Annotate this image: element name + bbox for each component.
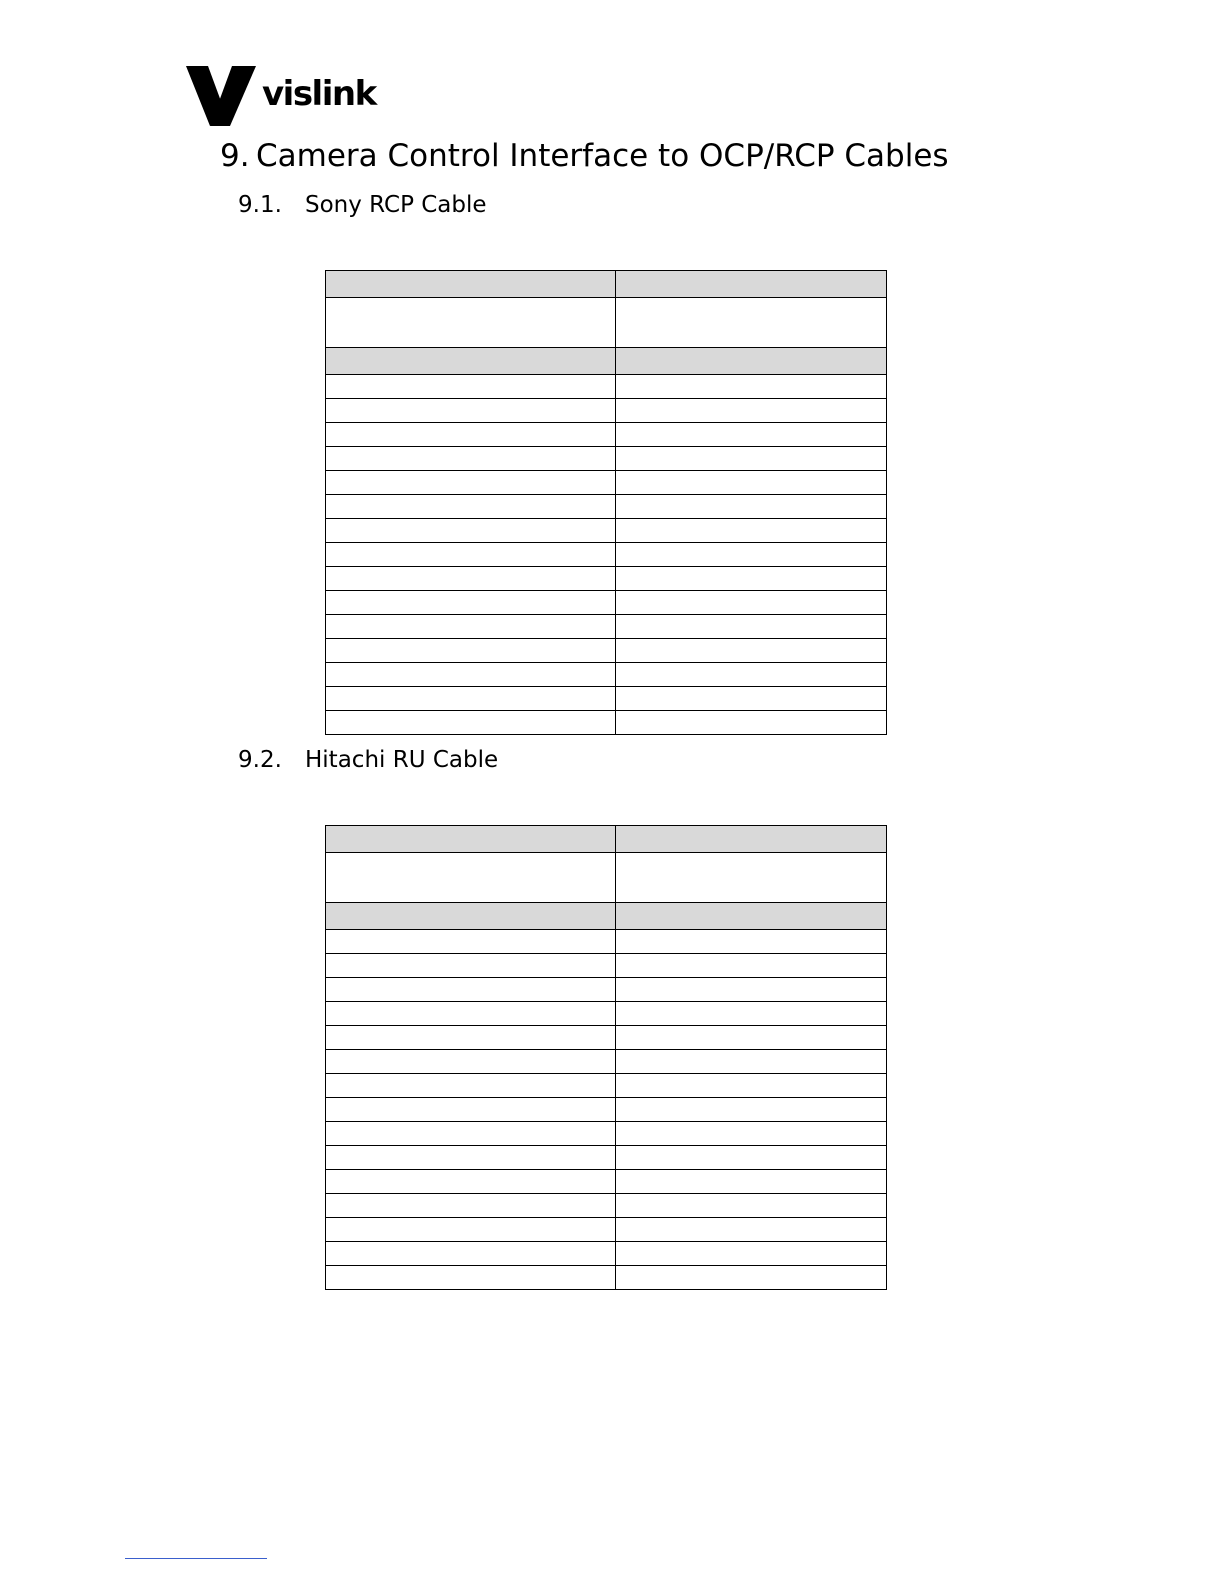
table-row [326, 519, 887, 543]
table-cell [326, 471, 616, 495]
table-cell [326, 903, 616, 930]
table-header-row [326, 271, 887, 298]
table-cell [616, 591, 887, 615]
subsection-title: Hitachi RU Cable [305, 747, 499, 773]
sony-rcp-pinout-table [325, 270, 887, 735]
table-cell [326, 711, 616, 735]
table-row [326, 1170, 887, 1194]
table-cell [616, 1170, 887, 1194]
table-row [326, 1050, 887, 1074]
table-cell [326, 1218, 616, 1242]
logo-wordmark: vislink [262, 74, 376, 114]
table-cell [326, 447, 616, 471]
table-cell [326, 543, 616, 567]
table-cell [616, 711, 887, 735]
table-cell [616, 930, 887, 954]
table-cell [326, 271, 616, 298]
table-cell [616, 375, 887, 399]
table-cell [326, 567, 616, 591]
table-cell [326, 853, 616, 903]
table-cell [326, 615, 616, 639]
table-cell [616, 1098, 887, 1122]
section-title: Camera Control Interface to OCP/RCP Cables [256, 138, 949, 174]
table-cell [616, 1194, 887, 1218]
table-cell [616, 298, 887, 348]
hitachi-ru-pinout-table [325, 825, 887, 1290]
table-row [326, 447, 887, 471]
table-cell [326, 375, 616, 399]
table-cell [326, 639, 616, 663]
table-cell [616, 853, 887, 903]
table-cell [326, 1122, 616, 1146]
table-row [326, 543, 887, 567]
table-row [326, 639, 887, 663]
table-row [326, 423, 887, 447]
table-cell [326, 1050, 616, 1074]
table-cell [616, 663, 887, 687]
table-cell [616, 519, 887, 543]
table-cell [616, 423, 887, 447]
table-cell [616, 615, 887, 639]
table-row [326, 687, 887, 711]
subsection-heading-hitachi [238, 745, 498, 775]
table-cell [326, 978, 616, 1002]
table-cell [326, 954, 616, 978]
table-cell [616, 495, 887, 519]
table-row [326, 375, 887, 399]
table-row [326, 1218, 887, 1242]
table-cell [616, 687, 887, 711]
table-subheader-row [326, 348, 887, 375]
table-row [326, 495, 887, 519]
table-cell [616, 1002, 887, 1026]
table-cell [326, 1002, 616, 1026]
table-cell [326, 1170, 616, 1194]
table-cell [616, 447, 887, 471]
table-cell [616, 639, 887, 663]
table-cell [616, 348, 887, 375]
table-cell [326, 826, 616, 853]
table-row [326, 298, 887, 348]
table-row [326, 567, 887, 591]
table-row [326, 853, 887, 903]
table-cell [616, 826, 887, 853]
table-header-row [326, 826, 887, 853]
table-row [326, 663, 887, 687]
table-cell [326, 348, 616, 375]
table-cell [326, 495, 616, 519]
table-cell [616, 978, 887, 1002]
table-cell [326, 1194, 616, 1218]
table-cell [616, 567, 887, 591]
table-cell [616, 1266, 887, 1290]
table-cell [616, 399, 887, 423]
table-row [326, 978, 887, 1002]
table-cell [326, 591, 616, 615]
table-row [326, 1242, 887, 1266]
table-cell [326, 1026, 616, 1050]
subsection-number: 9.2. [238, 747, 282, 773]
table-subheader-row [326, 903, 887, 930]
subsection-heading-sony [238, 190, 487, 220]
table-cell [616, 1026, 887, 1050]
table-cell [616, 543, 887, 567]
section-heading [220, 136, 949, 176]
table-cell [326, 663, 616, 687]
table-cell [616, 1242, 887, 1266]
table-row [326, 591, 887, 615]
table-cell [326, 399, 616, 423]
table-cell [326, 1098, 616, 1122]
table-cell [326, 298, 616, 348]
table-row [326, 1074, 887, 1098]
table-row [326, 1194, 887, 1218]
table-cell [326, 687, 616, 711]
table-cell [616, 471, 887, 495]
table-cell [616, 903, 887, 930]
table-cell [326, 1146, 616, 1170]
table-cell [616, 954, 887, 978]
table-cell [616, 1122, 887, 1146]
table-cell [326, 1266, 616, 1290]
table-row [326, 615, 887, 639]
table-row [326, 930, 887, 954]
table-cell [616, 271, 887, 298]
table-cell [616, 1146, 887, 1170]
table-row [326, 1122, 887, 1146]
table-cell [616, 1050, 887, 1074]
table-row [326, 1146, 887, 1170]
table-row [326, 399, 887, 423]
table-cell [616, 1218, 887, 1242]
table-row [326, 1098, 887, 1122]
table-row [326, 954, 887, 978]
subsection-title: Sony RCP Cable [305, 192, 487, 218]
table-row [326, 471, 887, 495]
table-row [326, 1266, 887, 1290]
section-number: 9. [220, 138, 250, 174]
subsection-number: 9.1. [238, 192, 282, 218]
table-cell [326, 930, 616, 954]
table-cell [616, 1074, 887, 1098]
vislink-v-mark-icon [186, 64, 258, 126]
table-row [326, 1026, 887, 1050]
table-cell [326, 423, 616, 447]
table-cell [326, 519, 616, 543]
table-row [326, 711, 887, 735]
table-row [326, 1002, 887, 1026]
table-cell [326, 1074, 616, 1098]
table-cell [326, 1242, 616, 1266]
footnote-separator [125, 1558, 267, 1559]
vislink-logo [186, 64, 386, 126]
